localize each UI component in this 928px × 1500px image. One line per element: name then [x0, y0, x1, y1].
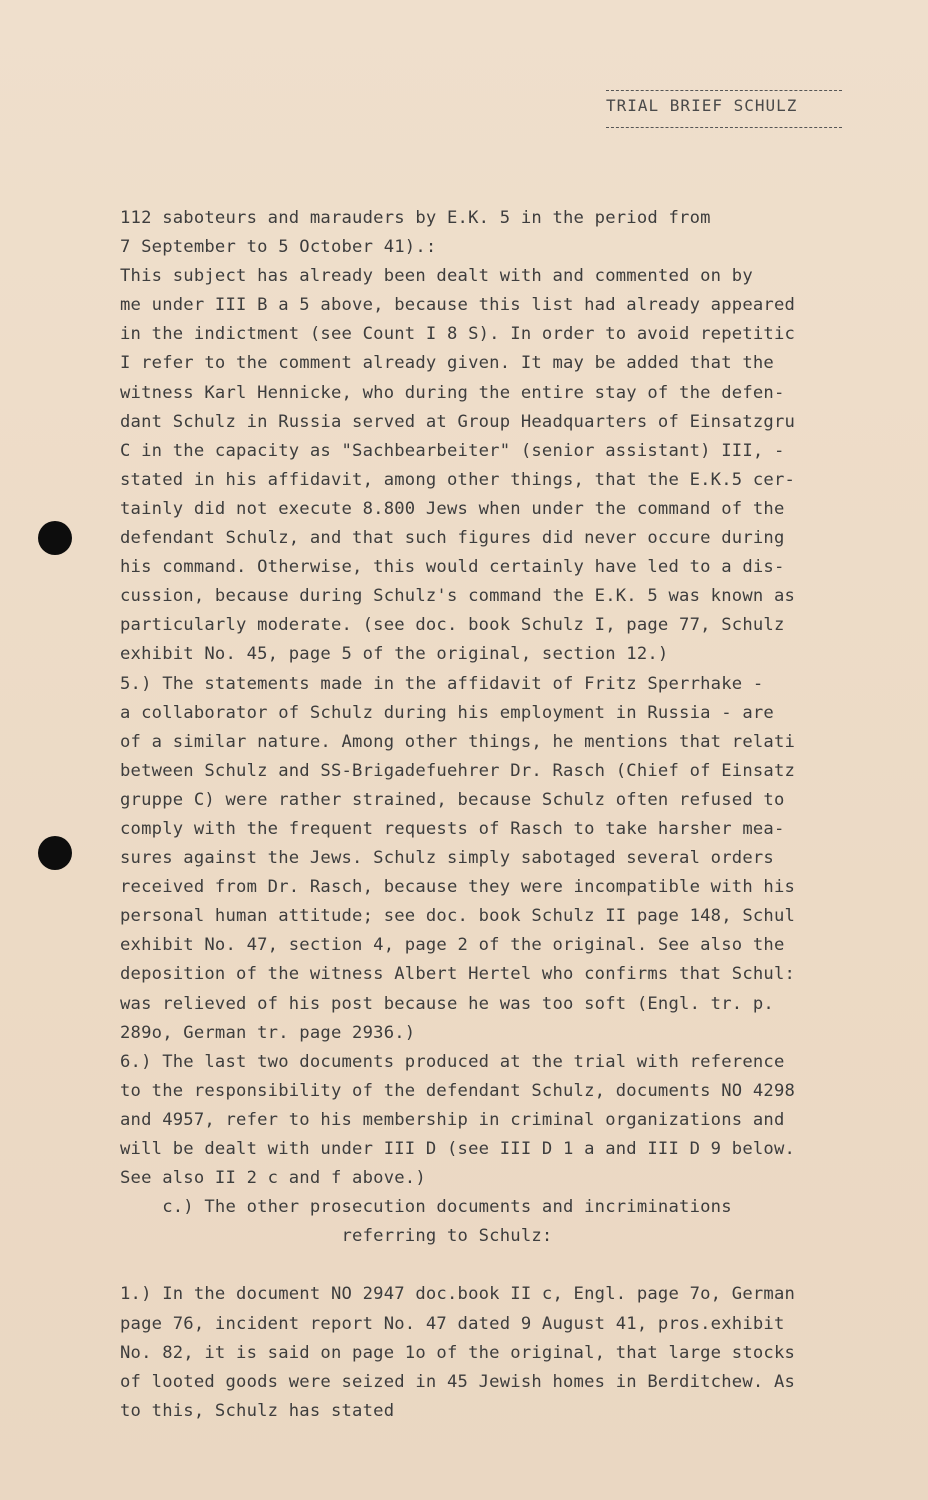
document-header-title: TRIAL BRIEF SCHULZ — [606, 96, 798, 115]
body-line: was relieved of his post because he was too soft (Engl. tr. p. — [120, 993, 774, 1014]
body-line: and 4957, refer to his membership in criminal organizations and — [120, 1109, 785, 1130]
punch-hole-upper — [38, 521, 72, 555]
header-rule-bottom — [606, 127, 842, 128]
header-rule-top — [606, 90, 842, 91]
body-line: me under III B a 5 above, because this list had already appeared — [120, 295, 796, 316]
body-line: defendant Schulz, and that such figures did never occure during — [120, 528, 785, 549]
body-line: dant Schulz in Russia served at Group Headquarters of Einsatzgru — [120, 411, 796, 432]
body-line: See also II 2 c and f above.) — [120, 1168, 426, 1189]
body-line: C in the capacity as "Sachbearbeiter" (senior assistant) III, - — [120, 440, 785, 461]
body-line: 7 September to 5 October 41).: — [120, 237, 437, 258]
body-line: I refer to the comment already given. It may be added that the — [120, 353, 774, 374]
body-line: referring to Schulz: — [120, 1226, 553, 1247]
body-line: will be dealt with under III D (see III D 1 a and III D 9 below. — [120, 1139, 796, 1159]
punch-hole-lower — [38, 836, 72, 870]
body-line: 1.) In the document NO 2947 doc.book II c, Engl. page 7o, German — [120, 1284, 796, 1305]
body-line: 112 saboteurs and marauders by E.K. 5 in the period from — [120, 208, 711, 228]
body-line: page 76, incident report No. 47 dated 9 August 41, pros.exhibit — [120, 1313, 785, 1334]
body-line: comply with the frequent requests of Rasch to take harsher mea- — [120, 818, 785, 839]
body-line: exhibit No. 45, page 5 of the original, section 12.) — [120, 644, 669, 665]
body-line: This subject has already been dealt with and commented on by — [120, 266, 753, 287]
body-line: of looted goods were seized in 45 Jewish homes in Berditchew. As — [120, 1371, 796, 1392]
body-line: between Schulz and SS-Brigadefuehrer Dr. Rasch (Chief of Einsatz — [120, 760, 796, 781]
body-line: 5.) The statements made in the affidavit of Fritz Sperrhake - — [120, 673, 764, 694]
body-line: witness Karl Hennicke, who during the entire stay of the defen- — [120, 382, 785, 403]
body-line: to this, Schulz has stated — [120, 1400, 395, 1421]
body-line: of a similar nature. Among other things, he mentions that relati — [120, 731, 796, 752]
document-body — [120, 204, 880, 1426]
body-line: 6.) The last two documents produced at the trial with reference — [120, 1051, 785, 1072]
body-line: tainly did not execute 8.800 Jews when under the command of the — [120, 498, 785, 519]
body-line: particularly moderate. (see doc. book Schulz I, page 77, Schulz — [120, 615, 785, 636]
body-line: 289o, German tr. page 2936.) — [120, 1022, 416, 1043]
body-line: cussion, because during Schulz's command the E.K. 5 was known as — [120, 586, 796, 607]
body-line: personal human attitude; see doc. book Schulz II page 148, Schul — [120, 906, 796, 927]
body-line: to the responsibility of the defendant Schulz, documents NO 4298 — [120, 1080, 796, 1101]
body-line: stated in his affidavit, among other things, that the E.K.5 cer- — [120, 469, 796, 490]
body-line: received from Dr. Rasch, because they were incompatible with his — [120, 877, 796, 898]
body-line — [120, 1251, 880, 1280]
body-line: No. 82, it is said on page 1o of the original, that large stocks — [120, 1342, 796, 1363]
body-line: his command. Otherwise, this would certainly have led to a dis- — [120, 557, 785, 578]
body-line: exhibit No. 47, section 4, page 2 of the original. See also the — [120, 935, 785, 956]
body-line: c.) The other prosecution documents and incriminations — [120, 1197, 732, 1218]
body-line: sures against the Jews. Schulz simply sabotaged several orders — [120, 848, 774, 869]
body-line: in the indictment (see Count I 8 S). In order to avoid repetitic — [120, 324, 796, 345]
body-line: a collaborator of Schulz during his employment in Russia - are — [120, 702, 774, 723]
body-line: gruppe C) were rather strained, because Schulz often refused to — [120, 789, 785, 810]
body-line: deposition of the witness Albert Hertel who confirms that Schul: — [120, 964, 796, 985]
